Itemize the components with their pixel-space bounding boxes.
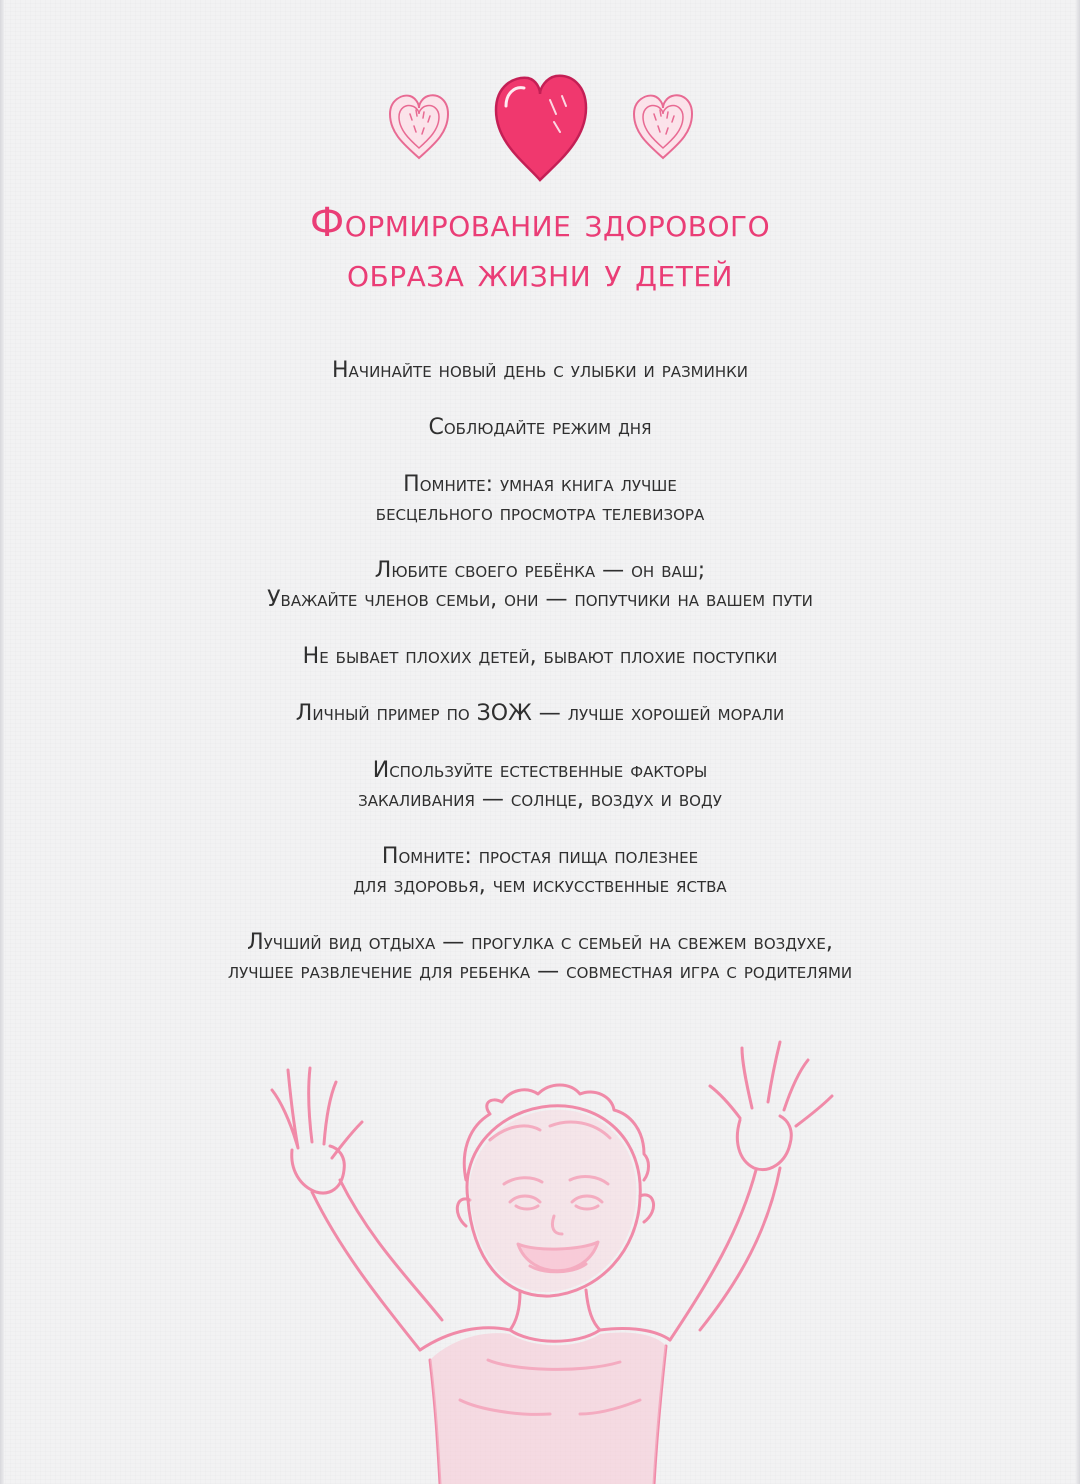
tip-line: Уважайте членов семьи, они — попутчики на вашем пути [267, 587, 813, 612]
tip-item [0, 842, 1080, 900]
tip-line: бесцельного просмотра телевизора [375, 501, 705, 526]
tip-line: лучшее развлечение для ребенка — совместная игра с родителями [227, 959, 853, 984]
laughing-child-illustration [220, 1030, 860, 1484]
tip-item [0, 556, 1080, 614]
tip-item [0, 642, 1080, 671]
tip-line: Лучший вид отдыха — прогулка с семьей на свежем воздухе, [247, 930, 833, 955]
tip-line: Помните: умная книга лучше [403, 472, 677, 497]
tip-line: Помните: простая пища полезнее [381, 844, 699, 869]
tip-item [0, 413, 1080, 442]
hearts-decoration [0, 70, 1080, 190]
tips-list [0, 356, 1080, 1014]
tip-line: Не бывает плохих детей, бывают плохие поступки [302, 644, 778, 669]
tip-line: закаливания — солнце, воздух и воду [358, 787, 722, 812]
tip-item [0, 756, 1080, 814]
heart-outline-icon [386, 90, 452, 164]
tip-line: Соблюдайте режим дня [428, 415, 652, 440]
heart-outline-icon [630, 90, 696, 164]
tip-item [0, 356, 1080, 385]
title-line-1: Формирование здорового [309, 200, 771, 246]
tip-item [0, 470, 1080, 528]
page-title [0, 198, 1080, 298]
tip-line: Личный пример по ЗОЖ — лучше хорошей морали [295, 701, 785, 726]
tip-line: Начинайте новый день с улыбки и разминки [331, 358, 748, 383]
tip-line: Используйте естественные факторы [372, 758, 708, 783]
title-line-2: образа жизни у детей [347, 250, 733, 296]
tip-item [0, 699, 1080, 728]
tip-line: для здоровья, чем искусственные яства [353, 873, 727, 898]
tip-item [0, 928, 1080, 986]
heart-filled-icon [490, 70, 590, 185]
tip-line: Любите своего ребёнка — он ваш; [374, 558, 706, 583]
